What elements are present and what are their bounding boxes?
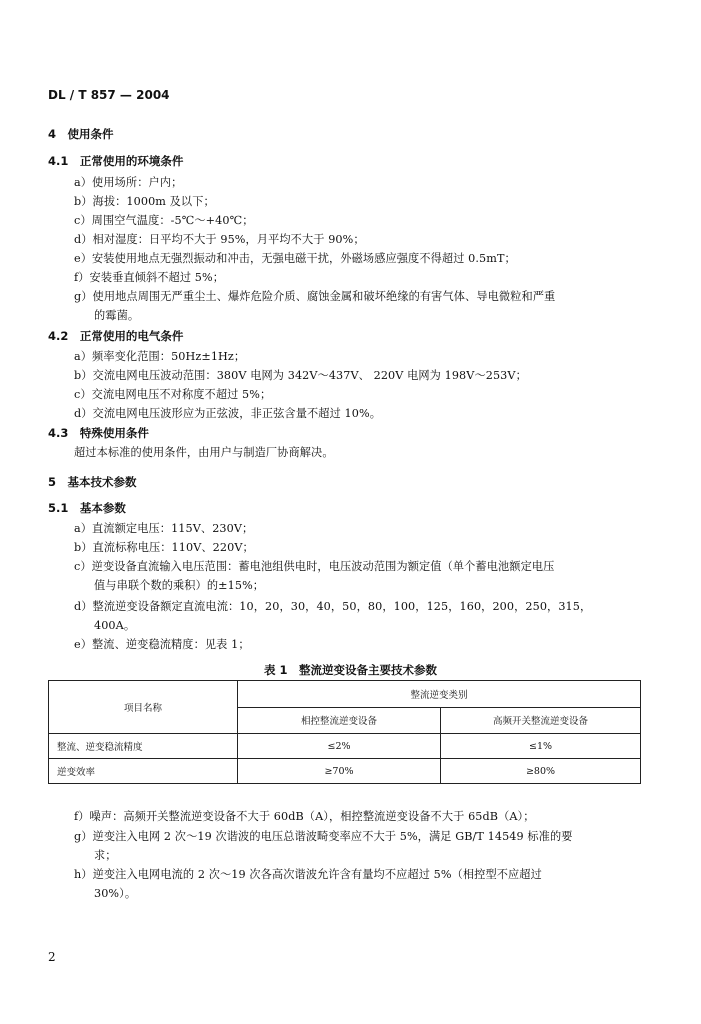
- list-item: d）整流逆变设备额定直流电流：10，20，30，40，50，80，100，125，160，200，250，315，: [74, 600, 592, 613]
- row-value: ≤2%: [238, 734, 441, 759]
- section-5-title: 5 基本技术参数: [48, 475, 137, 489]
- list-item: c）周围空气温度：-5℃～+40℃；: [74, 214, 254, 227]
- table-caption: 表 1 整流逆变设备主要技术参数: [263, 663, 437, 677]
- section-4-1-title: 4.1 正常使用的环境条件: [48, 154, 184, 168]
- list-item: a）频率变化范围：50Hz±1Hz；: [74, 350, 246, 363]
- header-item-name: 项目名称: [49, 681, 238, 734]
- list-item-continuation: 400A。: [94, 619, 136, 632]
- list-item-continuation: 求；: [94, 849, 117, 862]
- section-4-2-title: 4.2 正常使用的电气条件: [48, 329, 184, 343]
- list-item: d）交流电网电压波形应为正弦波，非正弦含量不超过 10%。: [74, 407, 381, 420]
- list-item: d）相对湿度：日平均不大于 95%，月平均不大于 90%；: [74, 233, 365, 246]
- list-item: b）交流电网电压波动范围：380V 电网为 342V～437V、 220V 电网为 198V～253V；: [74, 369, 527, 382]
- table-row: [49, 734, 641, 759]
- list-item: g）逆变注入电网 2 次～19 次谐波的电压总谐波畸变率应不大于 5%，满足 GB/T 14549 标准的要: [74, 830, 573, 843]
- list-item: c）逆变设备直流输入电压范围：蓄电池组供电时，电压波动范围为额定值（单个蓄电池额定电压: [74, 560, 555, 573]
- page-number: 2: [48, 950, 56, 964]
- table-header-row: [49, 681, 641, 708]
- row-value: ≤1%: [441, 734, 641, 759]
- list-item: a）使用场所：户内；: [74, 176, 183, 189]
- header-col-phase-controlled: 相控整流逆变设备: [238, 707, 441, 734]
- parameters-table: [48, 680, 641, 784]
- list-item: b）海拔：1000m 及以下；: [74, 195, 215, 208]
- row-value: ≥80%: [441, 759, 641, 784]
- paragraph: 超过本标准的使用条件，由用户与制造厂协商解决。: [74, 446, 334, 459]
- section-4-3-title: 4.3 特殊使用条件: [48, 426, 149, 440]
- header-col-high-frequency: 高频开关整流逆变设备: [441, 707, 641, 734]
- row-name: 逆变效率: [49, 759, 238, 784]
- section-5-1-title: 5.1 基本参数: [48, 501, 126, 515]
- list-item: g）使用地点周围无严重尘土、爆炸危险介质、腐蚀金属和破坏绝缘的有害气体、导电微粒和严重: [74, 290, 556, 303]
- list-item: e）整流、逆变稳流精度：见表 1；: [74, 638, 250, 651]
- list-item: h）逆变注入电网电流的 2 次～19 次各高次谐波允许含有量均不应超过 5%（相控型不应超过: [74, 868, 542, 881]
- list-item-continuation: 的霉菌。: [94, 309, 140, 322]
- section-4-title: 4 使用条件: [48, 127, 114, 141]
- list-item: f）安装垂直倾斜不超过 5%；: [74, 271, 225, 284]
- list-item-continuation: 值与串联个数的乘积）的±15%；: [94, 579, 265, 592]
- list-item: c）交流电网电压不对称度不超过 5%；: [74, 388, 272, 401]
- header-group: 整流逆变类别: [238, 681, 641, 708]
- list-item-continuation: 30%）。: [94, 887, 137, 900]
- list-item: b）直流标称电压：110V、220V；: [74, 541, 254, 554]
- row-name: 整流、逆变稳流精度: [49, 734, 238, 759]
- list-item: e）安装使用地点无强烈振动和冲击，无强电磁干扰，外磁场感应强度不得超过 0.5mT；: [74, 252, 516, 265]
- table-row: [49, 759, 641, 784]
- list-item: a）直流额定电压：115V、230V；: [74, 522, 254, 535]
- row-value: ≥70%: [238, 759, 441, 784]
- list-item: f）噪声：高频开关整流逆变设备不大于 60dB（A），相控整流逆变设备不大于 65dB（A）；: [74, 810, 535, 823]
- standard-number: DL / T 857 — 2004: [48, 88, 170, 102]
